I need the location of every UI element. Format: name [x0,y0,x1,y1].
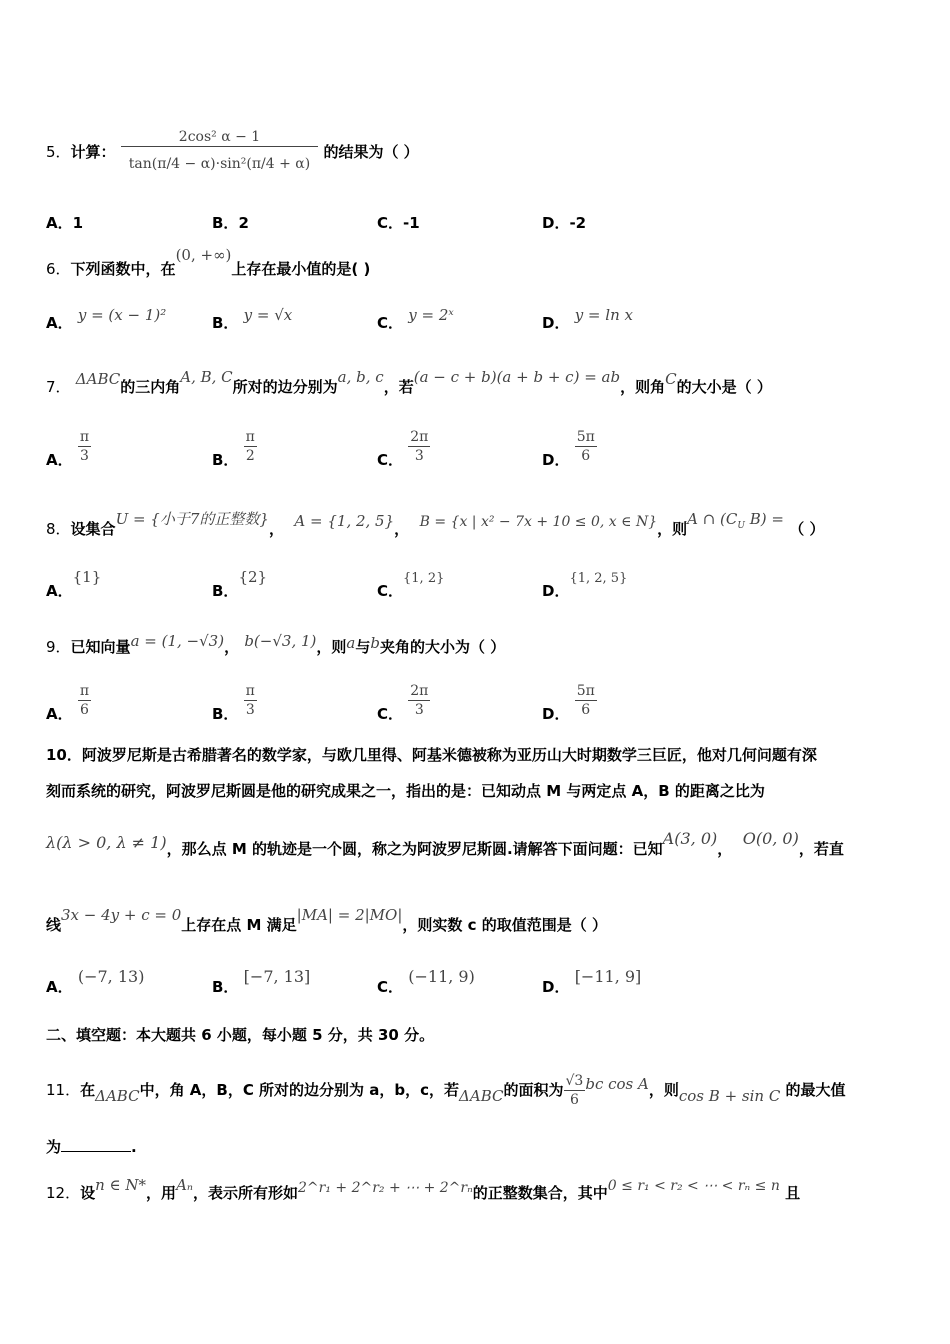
q10-option-a[interactable]: A． (−7, 13) [46,967,145,996]
q9-option-d[interactable]: D． $\frac{5\pi}{6}$ [542,683,595,723]
q10-option-d[interactable]: D． [−11, 9] [542,967,642,996]
question-8 [46,510,825,541]
question-9 [46,632,506,657]
target-expression: cos B + sin C [678,1087,781,1105]
text-segment: 与 [355,638,371,656]
text-segment: 上存在点 M 满足 [181,916,297,934]
answer-blank[interactable] [61,1150,131,1152]
distance-condition: |MA| = 2|MO| [296,906,403,924]
question-number: 7． [46,378,71,396]
q10-line-4 [46,906,607,935]
text-segment: 设 [80,1184,96,1202]
vector-b: b(−√3, 1) [244,632,317,650]
question-number: 6． [46,260,71,278]
section-heading: 二、填空题：本大题共 6 小题，每小题 5 分，共 30 分。 [46,1026,435,1044]
separator: ， [717,840,733,858]
q8-option-d[interactable]: D．{1, 2, 5} [542,571,628,600]
question-number: 12． [46,1184,81,1202]
question-11 [46,1072,846,1109]
set-b: B = {x | x² − 7x + 10 ≤ 0, x ∈ N} [419,514,658,530]
question-lead: 已知向量 [70,638,131,656]
question-lead: 下列函数中，在 [70,260,176,278]
fraction-numerator: 2cos² α − 1 [121,128,318,147]
q7-option-c[interactable]: C． $\frac{2\pi}{3}$ [377,429,429,469]
text-segment: 的三内角 [120,378,181,396]
text-segment: ，则角 [620,378,666,396]
area-expression: bc cos A [585,1075,649,1093]
text-segment: . [131,1138,137,1156]
q6-option-b[interactable]: B． y = √x [212,306,293,332]
text-segment: 的面积为 [503,1081,564,1099]
q9-option-a[interactable]: A． $\frac{\pi}{6}$ [46,683,90,723]
text-segment: 的最大值 [785,1081,846,1099]
q8-option-c[interactable]: C．{1, 2} [377,571,445,600]
text-segment: 且 [785,1184,801,1202]
area-fraction: $\frac{√3}{6}$ [565,1073,584,1108]
q10-line-1: 10．阿波罗尼斯是古希腊著名的数学家，与欧几里得、阿基米德被称为亚历山大时期数学三巨匠，他对几何问题有深 [46,746,817,764]
text-segment: 为 [46,1138,62,1156]
triangle-symbol: ΔABC [95,1087,140,1105]
vector-a-symbol: a [346,634,356,652]
text-segment: 线 [46,916,62,934]
sum-expression: 2^r₁ + 2^r₂ + ⋯ + 2^rₙ [298,1180,473,1196]
q5-option-a[interactable]: A．1 [46,214,84,232]
set-u: U = {小于7的正整数} [115,510,269,528]
text-segment: 在 [80,1081,96,1099]
line-equation: 3x − 4y + c = 0 [61,906,182,924]
text-segment: ，则 [657,520,688,538]
sides-symbol: a, b, c [337,368,384,386]
set-expression: A ∩ ($C_U$ B) = [687,510,784,531]
text-segment: ，表示所有形如 [192,1184,298,1202]
vector-b-symbol: b [370,634,380,652]
question-number: 8． [46,520,71,538]
question-trail: ，则实数 c 的取值范围是（ ） [402,916,607,934]
set-an: Aₙ [176,1176,193,1194]
q9-option-b[interactable]: B． $\frac{\pi}{3}$ [212,683,255,723]
q11-line-2 [46,1136,137,1157]
question-number: 11． [46,1081,81,1099]
triangle-symbol: ΔABC [459,1087,504,1105]
text-segment: 的大小是（ ） [676,378,772,396]
point-a: A(3, 0) [662,829,718,848]
q8-option-b[interactable]: B．{2} [212,568,268,600]
q10-line-3 [46,829,844,859]
question-number: 5． [46,143,71,161]
question-lead: 设集合 [70,520,116,538]
q7-option-d[interactable]: D． $\frac{5\pi}{6}$ [542,429,595,469]
text-segment: ，则 [648,1081,679,1099]
text-segment: ，若 [383,378,414,396]
question-trail: 上存在最小值的是( ) [231,260,371,278]
point-o: O(0, 0) [742,829,799,848]
q6-option-c[interactable]: C． y = 2ˣ [377,306,454,332]
question-trail: 夹角的大小为（ ） [379,638,506,656]
question-5 [46,128,419,177]
condition-expression: (a − c + b)(a + b + c) = ab [413,368,621,386]
q8-option-a[interactable]: A．{1} [46,568,102,600]
lambda-condition: λ(λ > 0, λ ≠ 1) [46,833,167,852]
text-segment: ，若直 [798,840,844,858]
q6-option-a[interactable]: A． y = (x − 1)² [46,306,167,332]
fraction-expression [121,128,318,177]
text-segment: 的正整数集合，其中 [472,1184,608,1202]
question-12 [46,1176,801,1203]
q6-option-d[interactable]: D． y = ln x [542,306,633,332]
vector-a: a = (1, −√3) [130,632,225,650]
n-condition: n ∈ N* [95,1176,147,1194]
q7-option-b[interactable]: B． $\frac{\pi}{2}$ [212,429,255,469]
separator: ， [268,520,284,538]
q7-option-a[interactable]: A． $\frac{\pi}{3}$ [46,429,90,469]
r-condition: 0 ≤ r₁ < r₂ < ⋯ < rₙ ≤ n [607,1178,780,1194]
question-7 [46,368,772,397]
q10-line-2: 刻而系统的研究，阿波罗尼斯圆是他的研究成果之一，指出的是：已知动点 M 与两定点 A，B 的距离之比为 [46,782,765,800]
angles-symbol: A, B, C [180,368,233,386]
interval-expression: (0, +∞) [175,246,232,264]
q5-option-d[interactable]: D．-2 [542,214,587,232]
text-segment: ，用 [146,1184,177,1202]
triangle-symbol: ΔABC [75,370,121,388]
question-lead: 计算： [70,143,116,161]
fraction-denominator: tan(π/4 − α)·sin²(π/4 + α) [128,156,311,172]
text-segment: ，那么点 M 的轨迹是一个圆，称之为阿波罗尼斯圆.请解答下面问题：已知 [166,840,663,858]
text-segment: 所对的边分别为 [232,378,338,396]
separator: ， [394,520,410,538]
separator: ， [224,638,240,656]
q10-option-c[interactable]: C． (−11, 9) [377,967,475,996]
text-segment: ，则 [316,638,347,656]
question-6 [46,246,371,279]
set-a: A = {1, 2, 5} [294,512,395,530]
question-trail: 的结果为（ ） [323,143,419,161]
q10-option-b[interactable]: B． [−7, 13] [212,967,311,996]
question-number: 9． [46,638,71,656]
q5-option-c[interactable]: C．-1 [377,214,420,232]
q5-option-b[interactable]: B．2 [212,214,249,232]
angle-c-symbol: C [665,370,677,388]
text-segment: 中，角 A，B，C 所对的边分别为 a，b，c，若 [139,1081,460,1099]
q9-option-c[interactable]: C． $\frac{2\pi}{3}$ [377,683,429,723]
question-trail: （ ） [789,520,825,538]
